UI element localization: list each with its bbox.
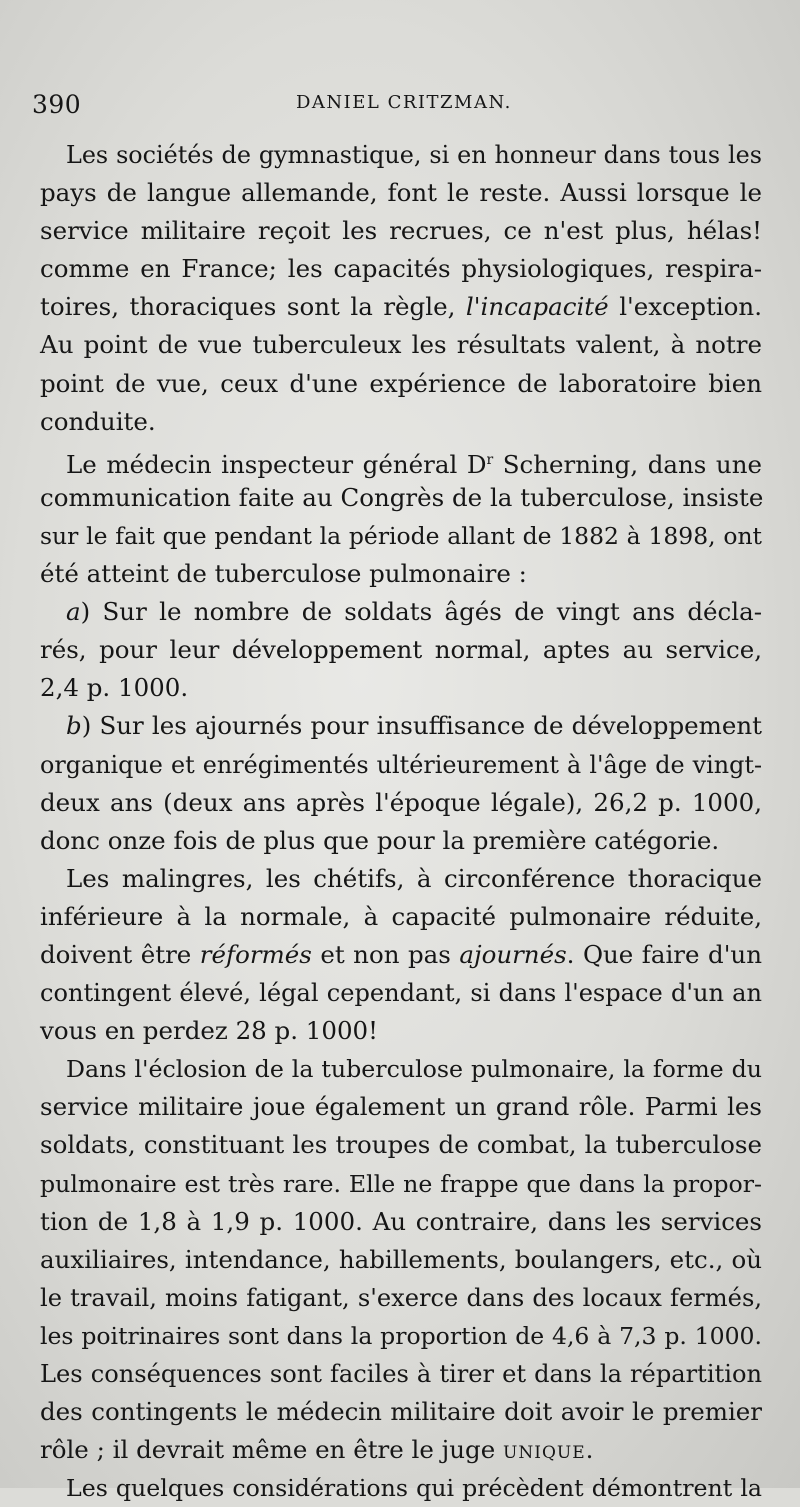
text-line: vous en perdez 28 p. 1000! — [40, 1016, 378, 1046]
italic-text: l'incapacité — [465, 292, 609, 322]
italic-text: ajournés — [459, 939, 567, 969]
text-line: 2,4 p. 1000. — [40, 673, 189, 703]
page-header — [32, 90, 762, 130]
text-line: rôle ; il devrait même en être le juge UNIQUE. — [40, 1435, 594, 1465]
text-line: a) Sur le nombre de soldats âgés de vingt ans décla- — [66, 597, 762, 627]
text-line: le travail, moins fatigant, s'exerce dans des locaux fermés, — [40, 1283, 762, 1312]
page-number: 390 — [32, 90, 82, 119]
text-line: doivent être réformés et non pas ajournés. Que faire d'un — [40, 939, 762, 969]
text-line: inférieure à la normale, à capacité pulmonaire réduite, — [40, 901, 762, 931]
text-line: tion de 1,8 à 1,9 p. 1000. Au contraire, dans les services — [40, 1206, 762, 1236]
text-line: service militaire reçoit les recrues, ce n'est plus, hélas! — [40, 216, 762, 246]
text-line: organique et enrégimentés ultérieurement à l'âge de vingt- — [40, 750, 762, 779]
text-line: service militaire joue également un grand rôle. Parmi les — [40, 1092, 762, 1122]
text-line: été atteint de tuberculose pulmonaire : — [40, 559, 527, 589]
text-line: communication faite au Congrès de la tuberculose, insiste — [40, 482, 764, 512]
text-line: des contingents le médecin militaire doit avoir le premier — [40, 1397, 762, 1427]
text-line: point de vue, ceux d'une expérience de laboratoire bien — [40, 368, 762, 398]
text-line: les poitrinaires sont dans la proportion de 4,6 à 7,3 p. 1000. — [40, 1321, 762, 1350]
text-line: Le médecin inspecteur général $D^r$ Scherning, dans une — [66, 449, 762, 479]
small-caps-text: UNIQUE — [503, 1443, 586, 1464]
text-line: conduite. — [40, 406, 156, 436]
text-line: Les sociétés de gymnastique, si en honneur dans tous les — [66, 141, 762, 169]
text-line: sur le fait que pendant la période allant de 1882 à 1898, ont — [40, 521, 762, 550]
italic-text: réformés — [199, 939, 312, 969]
text-line: b) Sur les ajournés pour insuffisance de développement — [66, 711, 762, 741]
superscript: r — [486, 451, 494, 468]
text-line: soldats, constituant les troupes de combat, la tuberculose — [40, 1130, 762, 1160]
text-line: Les conséquences sont faciles à tirer et dans la répartition — [40, 1360, 762, 1388]
text-line: auxiliaires, intendance, habillements, boulangers, etc., où — [40, 1244, 762, 1274]
text-line: Les quelques considérations qui précèdent démontrent la — [66, 1474, 762, 1503]
text-line: Au point de vue tuberculeux les résultats valent, à notre — [40, 330, 762, 360]
text-line: Dans l'éclosion de la tuberculose pulmonaire, la forme du — [66, 1055, 762, 1084]
text-line: deux ans (deux ans après l'époque légale), 26,2 p. 1000, — [40, 787, 762, 817]
body-text — [40, 136, 762, 1507]
item-letter: b — [66, 711, 82, 741]
text-line: pulmonaire est très rare. Elle ne frappe que dans la propor- — [40, 1169, 762, 1198]
text-line: toires, thoraciques sont la règle, l'incapacité l'exception. — [40, 292, 762, 322]
text-line: pays de langue allemande, font le reste. Aussi lorsque le — [40, 178, 762, 208]
text-line: rés, pour leur développement normal, aptes au service, — [40, 635, 762, 665]
running-head: DANIEL CRITZMAN. — [296, 92, 512, 113]
text-line: donc onze fois de plus que pour la première catégorie. — [40, 825, 720, 855]
text-line: comme en France; les capacités physiologiques, respira- — [40, 254, 762, 284]
item-letter: a — [66, 597, 81, 627]
text-line: contingent élevé, légal cependant, si dans l'espace d'un an — [40, 979, 762, 1008]
text-line: Les malingres, les chétifs, à circonférence thoracique — [66, 863, 762, 893]
